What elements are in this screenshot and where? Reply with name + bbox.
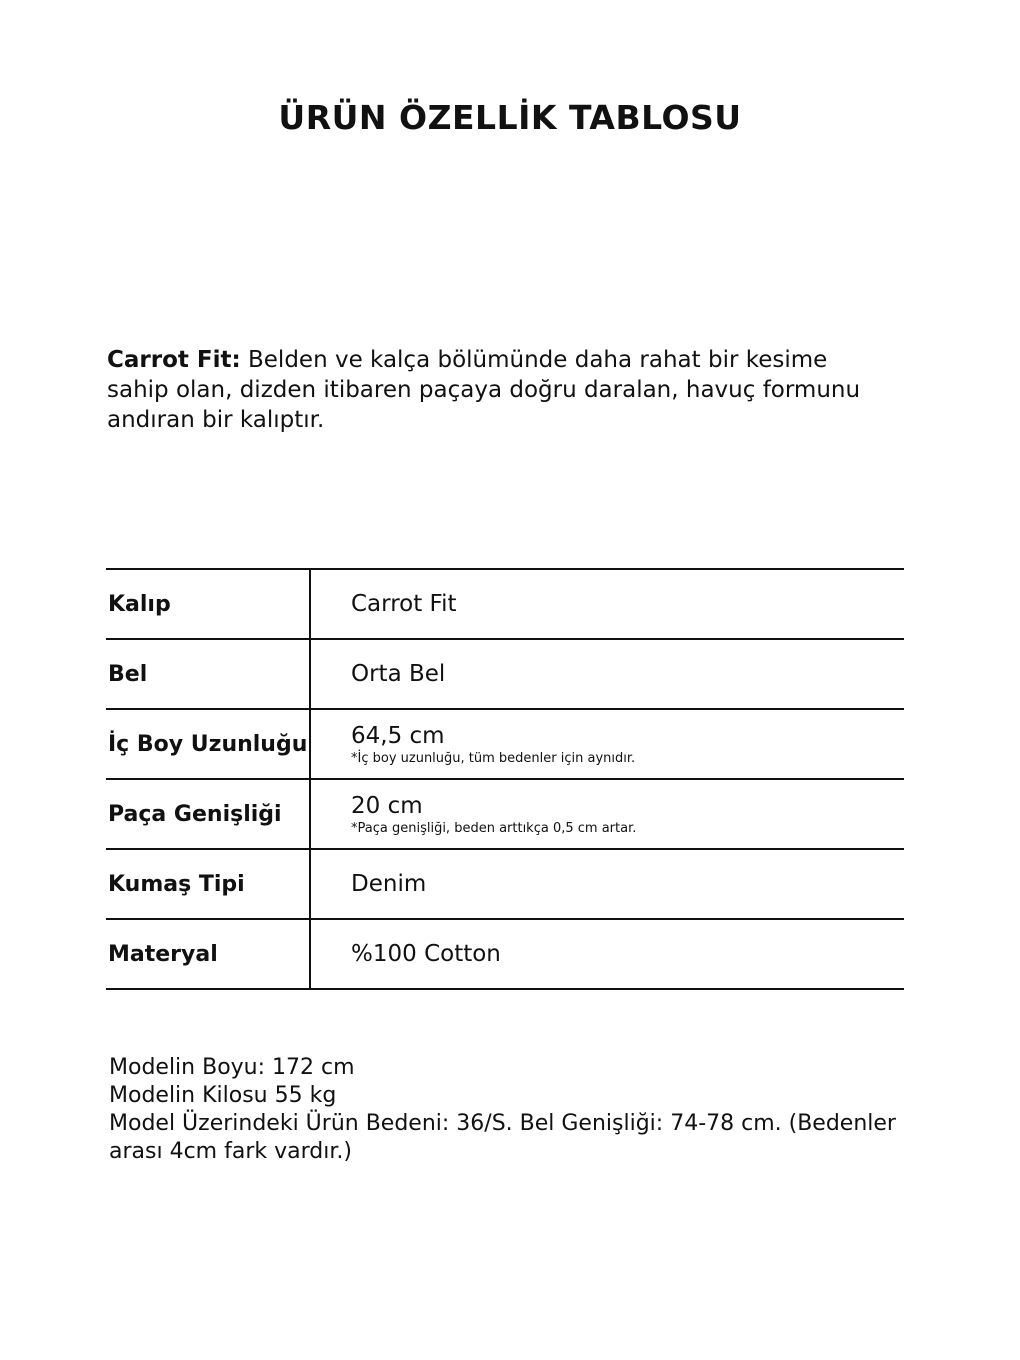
- row-value-cell: [310, 919, 904, 989]
- fit-description-label: Carrot Fit:: [107, 347, 241, 373]
- row-value: Denim: [351, 871, 427, 897]
- row-note: *Paça genişliği, beden arttıkça 0,5 cm artar.: [351, 820, 637, 836]
- row-label: Kumaş Tipi: [106, 849, 310, 919]
- row-value: 20 cm: [351, 792, 423, 819]
- row-value-cell: [310, 849, 904, 919]
- fit-description-text: Belden ve kalça bölümünde daha rahat bir kesime sahip olan, dizden itibaren paçaya doğru daralan, havuç formunu andıran bir kalıptır.: [107, 347, 861, 433]
- table-row: [106, 639, 904, 709]
- row-value-cell: [310, 779, 904, 849]
- table-row: [106, 569, 904, 639]
- row-label: İç Boy Uzunluğu: [106, 709, 310, 779]
- row-label: Materyal: [106, 919, 310, 989]
- row-value: %100 Cotton: [351, 941, 501, 967]
- row-label: Paça Genişliği: [106, 779, 310, 849]
- model-info: [109, 1054, 909, 1166]
- spec-table: [106, 568, 904, 990]
- model-size: Model Üzerindeki Ürün Bedeni: 36/S. Bel Genişliği: 74-78 cm. (Bedenler arası 4cm fark vardır.): [109, 1111, 896, 1164]
- table-row: [106, 849, 904, 919]
- row-value: Carrot Fit: [351, 591, 457, 617]
- page-title: ÜRÜN ÖZELLİK TABLOSU: [278, 98, 742, 137]
- table-row: [106, 919, 904, 989]
- row-value-cell: [310, 639, 904, 709]
- row-note: *İç boy uzunluğu, tüm bedenler için aynıdır.: [351, 750, 636, 766]
- row-label: Kalıp: [106, 569, 310, 639]
- row-label: Bel: [106, 639, 310, 709]
- table-row: [106, 709, 904, 779]
- table-row: [106, 779, 904, 849]
- model-weight: Modelin Kilosu 55 kg: [109, 1083, 337, 1108]
- row-value: Orta Bel: [351, 661, 446, 687]
- row-value: 64,5 cm: [351, 722, 445, 749]
- fit-description: [107, 345, 867, 435]
- model-height: Modelin Boyu: 172 cm: [109, 1055, 355, 1080]
- row-value-cell: [310, 569, 904, 639]
- row-value-cell: [310, 709, 904, 779]
